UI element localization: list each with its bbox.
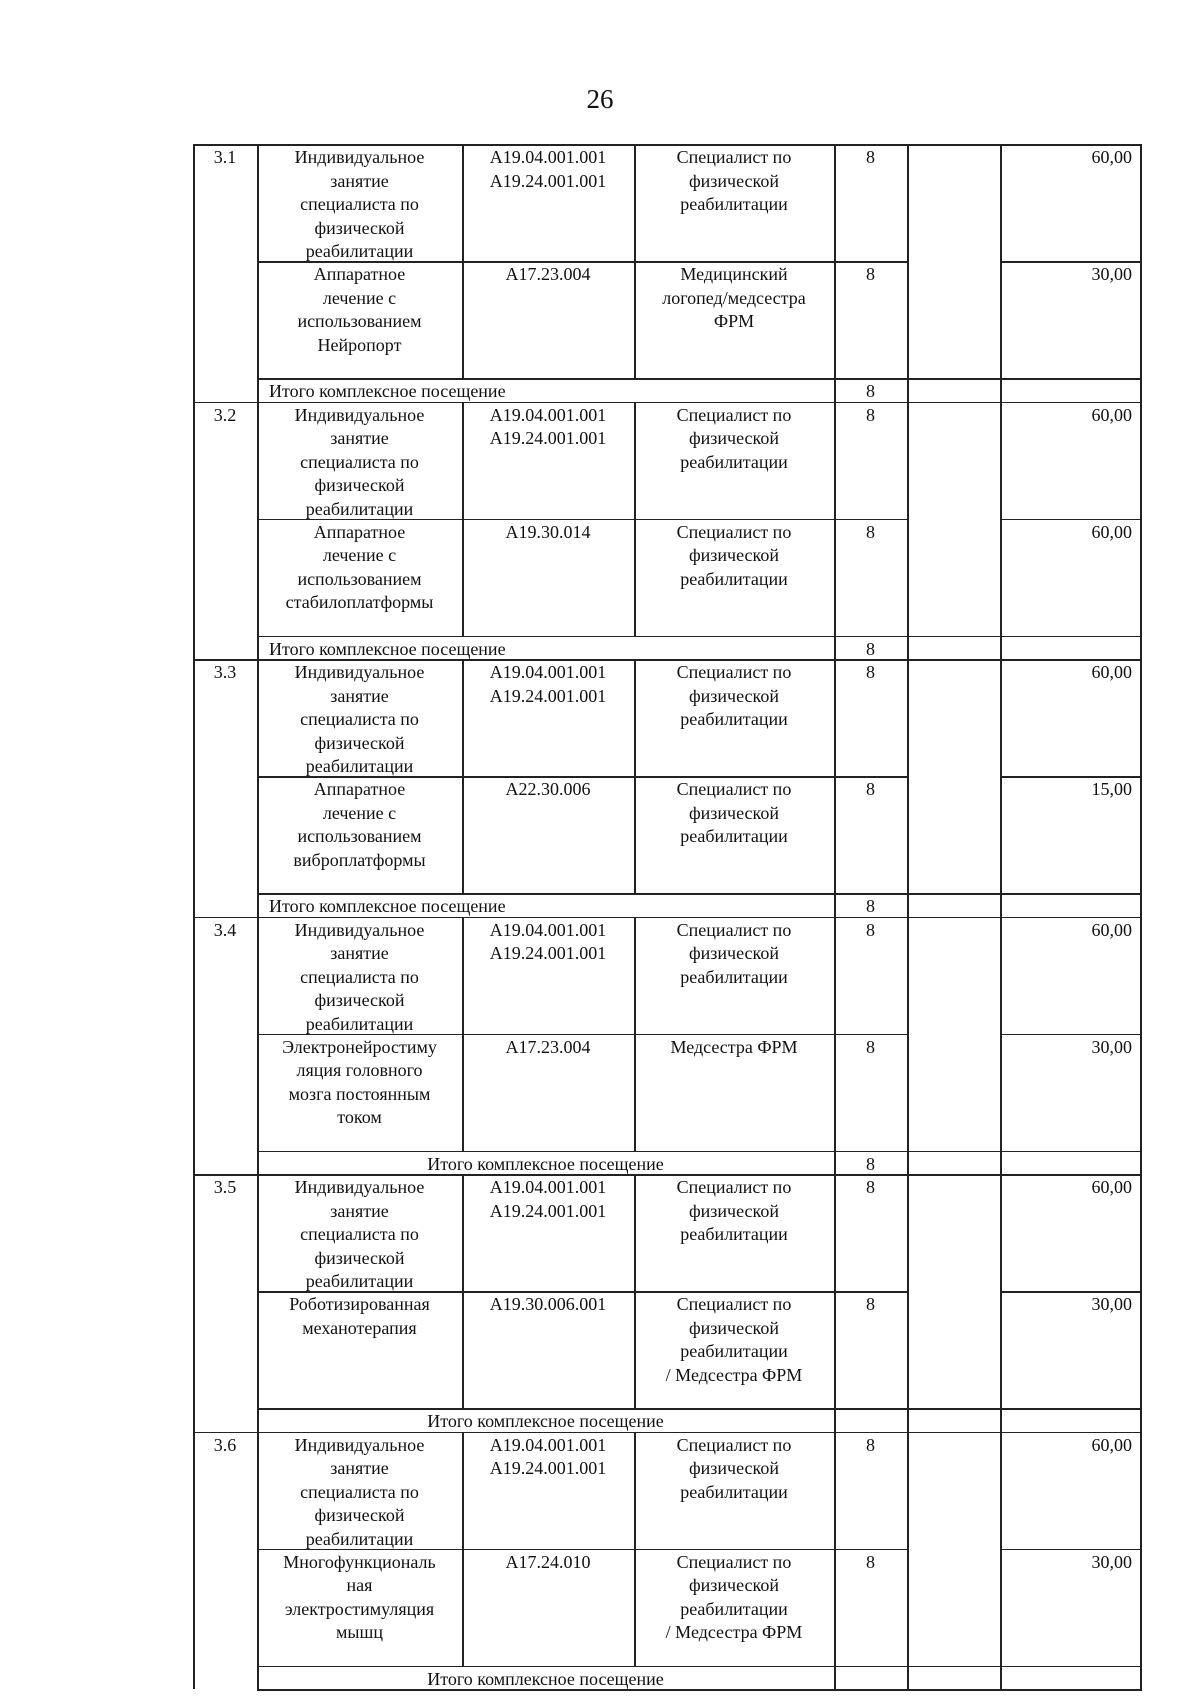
table-rule	[1000, 1549, 1142, 1551]
count: 8	[866, 1177, 875, 1197]
value: 60,00	[1091, 1177, 1132, 1197]
total-label: Итого комплексное посещение	[269, 896, 506, 916]
table-rule	[462, 1432, 464, 1666]
table-rule	[634, 1432, 636, 1666]
table-rule	[257, 1291, 909, 1293]
specialist: Специалист по физической реабилитации / Медсестра ФРМ	[665, 1294, 803, 1385]
table-rule	[1000, 261, 1142, 263]
value: 30,00	[1091, 264, 1132, 284]
service-code: А17.23.004	[505, 264, 591, 284]
specialist: Специалист по физической реабилитации	[676, 521, 792, 589]
value: 60,00	[1091, 1434, 1132, 1455]
service-code: А19.04.001.001 А19.24.001.001	[489, 662, 607, 706]
specialist: Специалист по физической реабилитации	[676, 1434, 792, 1502]
table-rule	[257, 519, 909, 521]
service-code: А19.30.006.001	[489, 1294, 607, 1314]
specialist: Специалист по физической реабилитации	[676, 404, 792, 472]
total-count: 8	[866, 1153, 875, 1174]
total-label: Итого комплексное посещение	[427, 1153, 664, 1174]
table-rule	[257, 144, 259, 1689]
table-rule	[462, 402, 464, 636]
value: 60,00	[1091, 919, 1132, 940]
table-rule	[257, 1666, 1142, 1668]
table-rule	[462, 144, 464, 378]
value: 60,00	[1091, 662, 1132, 682]
table-rule	[1000, 519, 1142, 521]
service-name: Электронейростиму ляция головного мозга постоянным током	[282, 1036, 437, 1127]
count: 8	[866, 1294, 875, 1314]
count: 8	[866, 1036, 875, 1057]
service-code: А19.04.001.001 А19.24.001.001	[489, 919, 607, 963]
table-rule	[634, 402, 636, 636]
value: 30,00	[1091, 1294, 1132, 1314]
count: 8	[866, 1551, 875, 1572]
total-label: Итого комплексное посещение	[427, 1411, 664, 1431]
table-rule	[1000, 1291, 1142, 1293]
table-rule	[257, 1408, 1142, 1410]
total-label: Итого комплексное посещение	[269, 638, 506, 659]
section-number: 3.2	[213, 404, 237, 425]
service-name: Индивидуальное занятие специалиста по физической реабилитации	[294, 662, 425, 776]
service-name: Индивидуальное занятие специалиста по физической реабилитации	[294, 404, 425, 519]
table-rule	[462, 917, 464, 1151]
specialist: Специалист по физической реабилитации	[676, 662, 792, 729]
table-rule	[257, 1151, 1142, 1153]
total-count	[834, 1408, 907, 1432]
table-rule	[634, 1174, 636, 1408]
service-code: А19.04.001.001 А19.24.001.001	[489, 147, 607, 191]
value: 15,00	[1091, 779, 1132, 799]
total-count	[834, 1666, 907, 1690]
service-name: Роботизированная механотерапия	[289, 1294, 430, 1338]
service-code: А22.30.006	[505, 779, 591, 799]
total-label: Итого комплексное посещение	[269, 381, 506, 401]
service-name: Индивидуальное занятие специалиста по физической реабилитации	[294, 919, 425, 1034]
service-code: А17.23.004	[505, 1036, 591, 1057]
table-rule	[634, 917, 636, 1151]
service-name: Аппаратное лечение с использованием Нейропорт	[297, 264, 422, 355]
count: 8	[866, 919, 875, 940]
count: 8	[866, 779, 875, 799]
total-count: 8	[866, 896, 875, 916]
value: 30,00	[1091, 1551, 1132, 1572]
specialist: Специалист по физической реабилитации	[676, 919, 792, 987]
specialist: Специалист по физической реабилитации / Медсестра ФРМ	[665, 1551, 803, 1642]
value: 60,00	[1091, 404, 1132, 425]
table-rule	[257, 893, 1142, 895]
service-name: Аппаратное лечение с использованием виброплатформы	[293, 779, 426, 870]
table-rule	[834, 144, 836, 1689]
service-code: А19.30.014	[505, 521, 591, 542]
table-rule	[462, 659, 464, 893]
total-count: 8	[866, 381, 875, 401]
table-rule	[1000, 776, 1142, 778]
service-name: Многофункциональ ная электростимуляция мышц	[283, 1551, 436, 1642]
total-label: Итого комплексное посещение	[427, 1668, 664, 1689]
table-rule	[257, 1549, 909, 1551]
count: 8	[866, 662, 875, 682]
table-rule	[257, 636, 1142, 638]
value: 60,00	[1091, 521, 1132, 542]
value: 30,00	[1091, 1036, 1132, 1057]
table-rule	[257, 776, 909, 778]
table-rule	[634, 144, 636, 378]
table-rule	[634, 659, 636, 893]
service-code: А19.04.001.001 А19.24.001.001	[489, 1434, 607, 1478]
service-code: А19.04.001.001 А19.24.001.001	[489, 1177, 607, 1221]
count: 8	[866, 264, 875, 284]
section-number: 3.1	[213, 147, 237, 167]
total-count: 8	[866, 638, 875, 659]
table-rule	[193, 144, 195, 1689]
service-name: Индивидуальное занятие специалиста по физической реабилитации	[294, 1434, 425, 1549]
specialist: Специалист по физической реабилитации	[676, 147, 792, 214]
count: 8	[866, 521, 875, 542]
service-name: Индивидуальное занятие специалиста по физической реабилитации	[294, 147, 425, 261]
table-rule	[462, 1174, 464, 1408]
page-number: 26	[586, 84, 614, 114]
specialist: Специалист по физической реабилитации	[676, 1177, 792, 1244]
count: 8	[866, 404, 875, 425]
service-name: Аппаратное лечение с использованием стабилоплатформы	[285, 521, 434, 612]
count: 8	[866, 1434, 875, 1455]
table-rule	[257, 1034, 909, 1036]
specialist: Медсестра ФРМ	[670, 1036, 798, 1057]
table-rule	[257, 378, 1142, 380]
section-number: 3.5	[213, 1177, 237, 1197]
count: 8	[866, 147, 875, 167]
section-number: 3.6	[213, 1434, 237, 1455]
service-code: А19.04.001.001 А19.24.001.001	[489, 404, 607, 448]
table-rule	[257, 1689, 1142, 1691]
value: 60,00	[1091, 147, 1132, 167]
section-number: 3.3	[213, 662, 237, 682]
specialist: Медицинский логопед/медсестра ФРМ	[662, 264, 806, 331]
specialist: Специалист по физической реабилитации	[676, 779, 792, 846]
service-code: А17.24.010	[505, 1551, 591, 1572]
table-rule	[907, 144, 909, 1689]
section-number: 3.4	[213, 919, 237, 940]
table-rule	[257, 261, 909, 263]
service-name: Индивидуальное занятие специалиста по физической реабилитации	[294, 1177, 425, 1291]
table-rule	[1140, 144, 1142, 1689]
table-rule	[1000, 1034, 1142, 1036]
table-rule	[1000, 144, 1002, 1689]
